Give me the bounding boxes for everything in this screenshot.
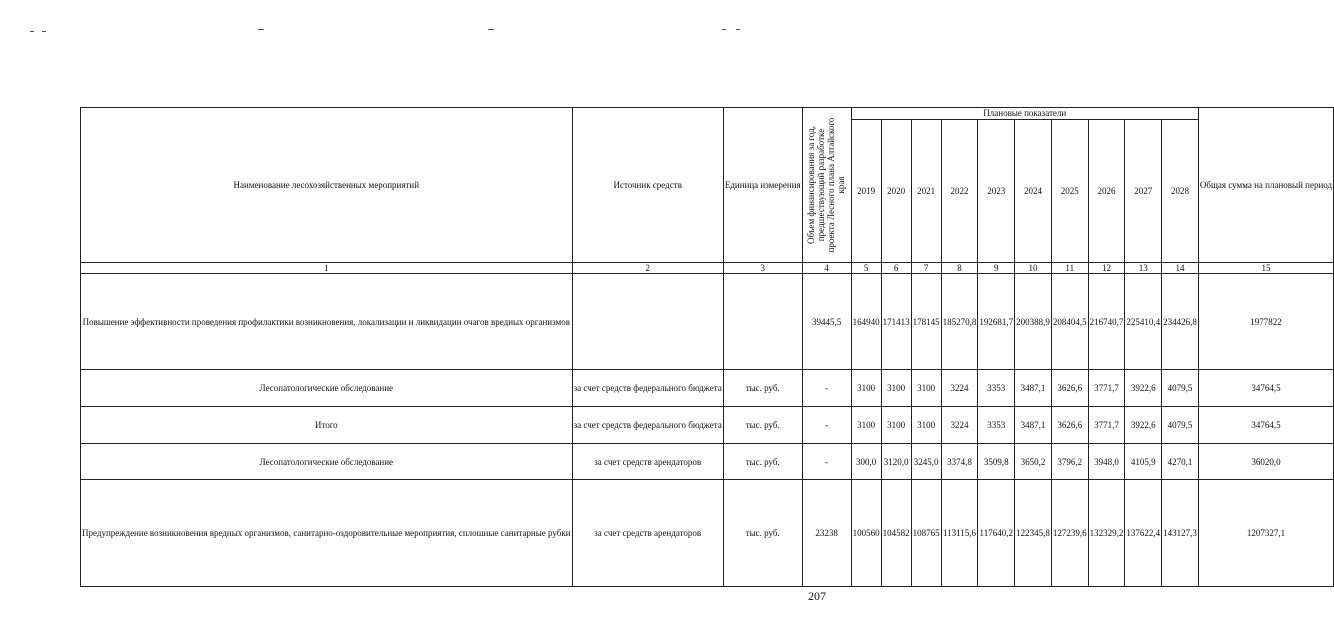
row-name: Лесопатологические обследование [81,370,573,407]
row-unit [723,274,802,370]
table-row [81,407,1334,444]
row-value: 171413 [881,274,911,370]
header-year: 2028 [1162,120,1199,263]
column-number: 8 [941,263,978,274]
row-value: 3245,0 [911,444,941,480]
row-value: 3922,6 [1125,370,1162,407]
header-year: 2023 [978,120,1015,263]
row-value: 200388,9 [1015,274,1052,370]
scan-artifact [488,29,494,30]
row-value: 234426,8 [1162,274,1199,370]
row-value: 3626,6 [1051,407,1088,444]
column-number: 1 [81,263,573,274]
scan-artifact [722,29,726,30]
row-value: 117640,2 [978,480,1015,587]
row-value: 192681,7 [978,274,1015,370]
table-row [81,480,1334,587]
row-unit: тыс. руб. [723,444,802,480]
row-value: 3922,6 [1125,407,1162,444]
header-year: 2022 [941,120,978,263]
header-year: 2026 [1088,120,1125,263]
row-unit: тыс. руб. [723,370,802,407]
row-value: 4079,5 [1162,370,1199,407]
row-source: за счет средств арендаторов [572,444,723,480]
column-number-row [81,263,1334,274]
row-value: 104582 [881,480,911,587]
row-value: 3224 [941,407,978,444]
header-year: 2027 [1125,120,1162,263]
row-value: 3626,6 [1051,370,1088,407]
row-total: 34764,5 [1198,407,1333,444]
row-value: 225410,4 [1125,274,1162,370]
row-value: 127239,6 [1051,480,1088,587]
column-number: 5 [851,263,881,274]
column-number: 6 [881,263,911,274]
row-name: Предупреждение возникновения вредных организмов, санитарно-оздоровительные мероприятия, сплошные санитарные рубки [81,480,573,587]
row-value: 3120,0 [881,444,911,480]
row-unit: тыс. руб. [723,480,802,587]
row-name: Повышение эффективности проведения профилактики возникновения, локализации и ликвидации очагов вредных организмов [81,274,573,370]
scan-artifact [258,29,264,30]
row-value: 4079,5 [1162,407,1199,444]
row-source: за счет средств федерального бюджета [572,407,723,444]
row-value: 3771,7 [1088,407,1125,444]
page-number: 207 [808,589,826,603]
row-volume: - [802,407,851,444]
table-row [81,370,1334,407]
row-volume: - [802,370,851,407]
row-value: 3100 [911,370,941,407]
scan-artifact [42,31,46,32]
column-number: 15 [1198,263,1333,274]
row-value: 137622,4 [1125,480,1162,587]
row-value: 3353 [978,370,1015,407]
header-row-group [81,108,1334,120]
row-volume: - [802,444,851,480]
row-value: 3100 [851,407,881,444]
table-row [81,444,1334,480]
row-name: Итого [81,407,573,444]
row-value: 4105,9 [1125,444,1162,480]
scan-artifact [30,31,34,32]
row-value: 300,0 [851,444,881,480]
row-name: Лесопатологические обследование [81,444,573,480]
row-value: 143127,3 [1162,480,1199,587]
header-volume [802,108,851,263]
row-value: 3771,7 [1088,370,1125,407]
forest-plan-table [80,107,1334,587]
row-total: 36020,0 [1198,444,1333,480]
row-value: 208404,5 [1051,274,1088,370]
row-value: 132329,2 [1088,480,1125,587]
row-total: 1207327,1 [1198,480,1333,587]
header-source: Источник средств [572,108,723,263]
row-value: 3224 [941,370,978,407]
row-value: 185270,8 [941,274,978,370]
scan-artifact [736,29,740,30]
row-source: за счет средств федерального бюджета [572,370,723,407]
column-number: 10 [1015,263,1052,274]
row-value: 3650,2 [1015,444,1052,480]
row-value: 164940 [851,274,881,370]
table-row [81,274,1334,370]
row-volume: 39445,5 [802,274,851,370]
row-value: 178145 [911,274,941,370]
row-value: 3353 [978,407,1015,444]
column-number: 4 [802,263,851,274]
row-source: за счет средств арендаторов [572,480,723,587]
header-unit: Единица измерения [723,108,802,263]
row-unit: тыс. руб. [723,407,802,444]
row-value: 100560 [851,480,881,587]
header-year: 2019 [851,120,881,263]
row-value: 108765 [911,480,941,587]
row-value: 3487,1 [1015,407,1052,444]
header-name: Наименование лесохозяйственных мероприятий [81,108,573,263]
row-value: 122345,8 [1015,480,1052,587]
row-value: 3374,8 [941,444,978,480]
column-number: 14 [1162,263,1199,274]
column-number: 12 [1088,263,1125,274]
header-total: Общая сумма на плановый период [1198,108,1333,263]
row-value: 3100 [881,370,911,407]
column-number: 2 [572,263,723,274]
header-year: 2020 [881,120,911,263]
row-value: 113115,6 [941,480,978,587]
row-value: 3100 [851,370,881,407]
row-total: 34764,5 [1198,370,1333,407]
row-value: 3100 [911,407,941,444]
header-volume-text: Объем финансирования за год, предшествующий разработке проекта Лесного плана Алтайского края [805,117,846,253]
row-value: 216740,7 [1088,274,1125,370]
row-value: 3487,1 [1015,370,1052,407]
column-number: 9 [978,263,1015,274]
row-volume: 23238 [802,480,851,587]
header-year: 2021 [911,120,941,263]
header-year: 2025 [1051,120,1088,263]
row-value: 3796,2 [1051,444,1088,480]
column-number: 11 [1051,263,1088,274]
row-source [572,274,723,370]
row-value: 4270,1 [1162,444,1199,480]
row-value: 3100 [881,407,911,444]
column-number: 3 [723,263,802,274]
row-value: 3509,8 [978,444,1015,480]
column-number: 7 [911,263,941,274]
row-total: 1977822 [1198,274,1333,370]
header-planned-group: Плановые показатели [851,108,1198,120]
column-number: 13 [1125,263,1162,274]
row-value: 3948,0 [1088,444,1125,480]
header-year: 2024 [1015,120,1052,263]
